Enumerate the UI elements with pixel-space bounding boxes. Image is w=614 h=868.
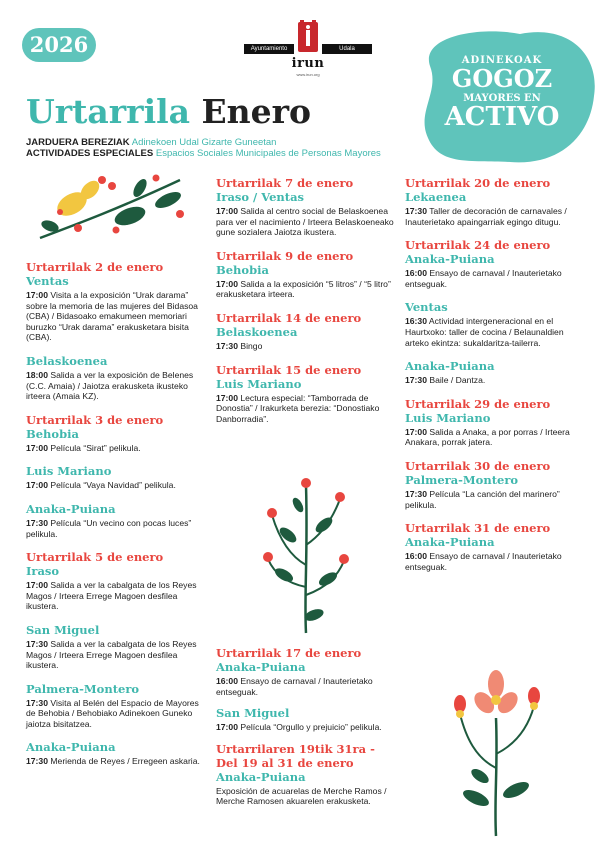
event-item [405,359,585,386]
event-time: 17:00 [216,278,238,289]
event-item [216,706,396,733]
event-desc [216,393,396,425]
event-time: 17:00 [26,290,48,300]
event-time: 16:00 [216,676,238,686]
event-desc [26,639,206,671]
flower-icon [436,658,556,838]
event-desc [216,279,396,300]
badge-line1: ADINEKOAK [461,55,543,66]
event-item [405,459,585,510]
event-place: Lekaenea [405,190,467,204]
event-text: Ensayo de carnaval / Inauterietako entseguak. [405,268,562,289]
event-item [405,300,585,348]
event-text: Ensayo de carnaval / Inauterietako entseguak. [405,551,562,572]
page-title [26,92,311,132]
event-text: Película “La canción del marinero” pelikula. [405,488,560,510]
event-date: Urtarrilak 5 de enero [26,550,164,565]
event-place: Luis Mariano [216,376,302,391]
event-place: Anaka-Puiana [26,740,116,755]
logo-right-bar: Udala [322,44,372,54]
event-place: Ventas [26,274,69,288]
event-item [26,354,206,402]
event-time: 16:00 [405,268,427,279]
events-column-2-bottom [216,646,396,816]
event-text: Actividad intergeneracional en el Haurtxoko: taller de cocina / Belaunaldien arteko ekintza: sukaldaritza-tailerra. [405,316,564,348]
event-date: Urtarrilaren 19tik 31ra - Del 19 al 31 de enero [216,741,375,770]
event-place: Iraso [26,564,60,579]
badge-line2: GOGOZ [451,64,553,93]
event-place: Ventas [405,300,448,315]
event-desc [26,370,206,402]
event-desc [405,206,585,227]
event-item [216,646,396,697]
event-place: Luis Mariano [26,464,112,479]
event-desc [405,375,585,386]
event-date: Urtarrilak 24 de enero [405,238,551,253]
event-date: Urtarrilak 2 de enero [26,260,164,274]
event-desc [216,786,396,807]
event-item [216,249,396,300]
event-text: Salida a Anaka, a por porras / Irteera Anakara, porrak jatera. [405,426,570,448]
event-text: Lectura especial: “Tamborrada de Donostia” / Irakurketa berezia: “Donostiako Danborradia”. [216,392,380,424]
badge-line4: ACTIVO [444,102,560,132]
event-place: Anaka-Puiana [26,501,116,516]
event-time: 17:30 [405,206,427,216]
subtitle-basque [26,137,276,148]
event-desc [26,698,206,730]
events-column-1 [26,260,206,778]
event-time: 17:30 [26,517,48,528]
subtitle-spanish-text: Espacios Sociales Municipales de Personas Mayores [155,148,381,159]
event-place: Behobia [216,262,269,277]
event-text: Visita al Belén del Espacio de Mayores de Behobia / Behobiako Adinekoen Guneko jaiotza bisitatzea. [26,697,199,729]
event-date: Urtarrilak 14 de enero [216,310,362,325]
event-text: Película “Un vecino con pocas luces” pelikula. [26,517,192,539]
event-time: 17:00 [405,426,427,437]
event-place: Iraso / Ventas [216,190,305,204]
event-date: Urtarrilak 29 de enero [405,396,551,411]
event-text: Película “Orgullo y prejuicio” pelikula. [240,722,382,733]
event-item [26,623,206,671]
event-place: San Miguel [216,706,290,721]
event-time: 17:30 [405,375,427,386]
event-desc [216,676,396,697]
event-place: Belaskoenea [26,353,108,368]
event-item [216,311,396,352]
event-time: 17:30 [216,340,238,351]
event-item [26,550,206,612]
event-date: Urtarrilak 9 de enero [216,248,354,263]
event-place: Belaskoenea [216,324,298,339]
event-time: 18:00 [26,369,48,380]
event-text: Baile / Dantza. [429,375,486,386]
event-time: 17:30 [26,638,48,649]
event-time: 17:00 [216,392,238,403]
flower-branch-icon [258,475,354,635]
event-item [26,413,206,454]
event-text: Ensayo de carnaval / Inauterietako entseguak. [216,676,373,697]
event-desc [405,551,585,572]
event-place: San Miguel [26,622,100,637]
event-desc [405,427,585,448]
event-place: Anaka-Puiana [216,769,306,784]
logo-left-bar: Ayuntamiento [244,44,294,54]
event-text: Salida a ver la cabalgata de los Reyes Magos / Irteera Errege Magoen desfilea ikustera. [26,580,197,612]
event-date: Urtarrilak 3 de enero [26,412,164,427]
event-place: Palmera-Montero [405,472,519,487]
event-time: 17:30 [405,488,427,499]
subtitle-spanish-bold: ACTIVIDADES ESPECIALES [26,148,154,159]
event-desc [26,518,206,539]
event-item [26,740,206,767]
leaf-branch-icon [30,168,190,250]
event-desc [216,341,396,352]
event-date: Urtarrilak 17 de enero [216,646,362,660]
subtitle-basque-text: Adinekoen Udal Gizarte Guneetan [131,137,277,148]
event-item [405,521,585,572]
event-time: 16:30 [405,316,427,327]
event-date: Urtarrilak 30 de enero [405,458,551,473]
event-date: Urtarrilak 31 de enero [405,521,551,536]
event-place: Anaka-Puiana [405,535,495,550]
subtitle-basque-bold: JARDUERA BEREZIAK [26,137,130,148]
event-text: Bingo [240,340,263,351]
event-desc [26,756,206,767]
irun-logo [244,20,372,86]
logo-word: irun [291,56,325,71]
event-place: Anaka-Puiana [405,359,495,374]
year-badge: 2026 [22,28,96,62]
event-desc [26,580,206,612]
event-time: 17:00 [26,580,48,591]
event-time: 17:30 [26,697,48,708]
event-desc [405,316,585,348]
event-item [216,363,396,425]
event-item [405,176,585,227]
event-item [405,238,585,289]
event-desc [216,206,396,238]
event-place: Anaka-Puiana [216,660,306,674]
event-place: Palmera-Montero [26,681,140,696]
event-item [26,682,206,730]
events-column-3 [405,176,585,583]
event-text: Salida a ver la exposición de Belenes (C.C. Amaia) / Jaiotza erakusketa ikusteko irteera (Amaia KZ). [26,369,194,402]
subtitle-spanish [26,148,381,159]
event-text: Película “Sirat” pelikula. [50,442,141,453]
event-time: 17:00 [26,442,48,453]
event-item [26,464,206,491]
event-time: 17:00 [26,480,48,491]
event-time: 17:30 [26,756,48,767]
event-desc [26,480,206,491]
event-desc [26,443,206,454]
event-item [26,502,206,539]
event-text: Visita a la exposición “Urak darama” sobre la memoria de las mujeres del Bidasoa (CBA) / Bidasoako emakumeen memoriari buruzko “Urak darama” erakusketara bisita (CBA). [26,290,198,343]
event-date: Urtarrilak 7 de enero [216,176,354,190]
event-time: 16:00 [405,551,427,562]
event-item [405,397,585,448]
event-date: Urtarrilak 20 de enero [405,176,551,190]
event-text: Salida a la exposición “5 litros” / “5 litro” erakusketara irteera. [216,278,391,300]
event-time: 17:00 [216,722,238,733]
badge-line3: MAYORES EN [463,93,541,104]
event-text: Taller de decoración de carnavales / Inauterietako apaingarriak egingo ditugu. [405,206,567,227]
title-spanish: Enero [201,92,312,131]
event-text: Merienda de Reyes / Erregeen askaria. [50,756,200,767]
shield-icon [296,20,320,56]
event-desc [405,268,585,289]
event-text: Película “Vaya Navidad” pelikula. [50,480,176,491]
event-desc [216,722,396,733]
event-item [216,742,396,807]
events-column-2 [216,176,396,435]
event-text: Exposición de acuarelas de Merche Ramos / Merche Ramosen akuarelen erakusketa. [216,785,387,807]
title-basque: Urtarrila [26,92,191,131]
event-time: 17:00 [216,206,238,216]
event-item [26,260,206,343]
event-desc [405,489,585,510]
event-place: Anaka-Puiana [405,252,495,267]
event-text: Salida al centro social de Belaskoenea para ver el nacimiento / Irteera Belaskoeneako gune sozialera Jaiotza ikustera. [216,206,394,238]
event-place: Behobia [26,426,79,441]
event-date: Urtarrilak 15 de enero [216,362,362,377]
event-desc [26,290,206,343]
event-item [216,176,396,238]
event-text: Salida a ver la cabalgata de los Reyes Magos / Irteera Errege Magoen desfilea ikustera. [26,638,197,671]
event-place: Luis Mariano [405,410,491,425]
logo-sub: www.irun.org [296,72,320,77]
